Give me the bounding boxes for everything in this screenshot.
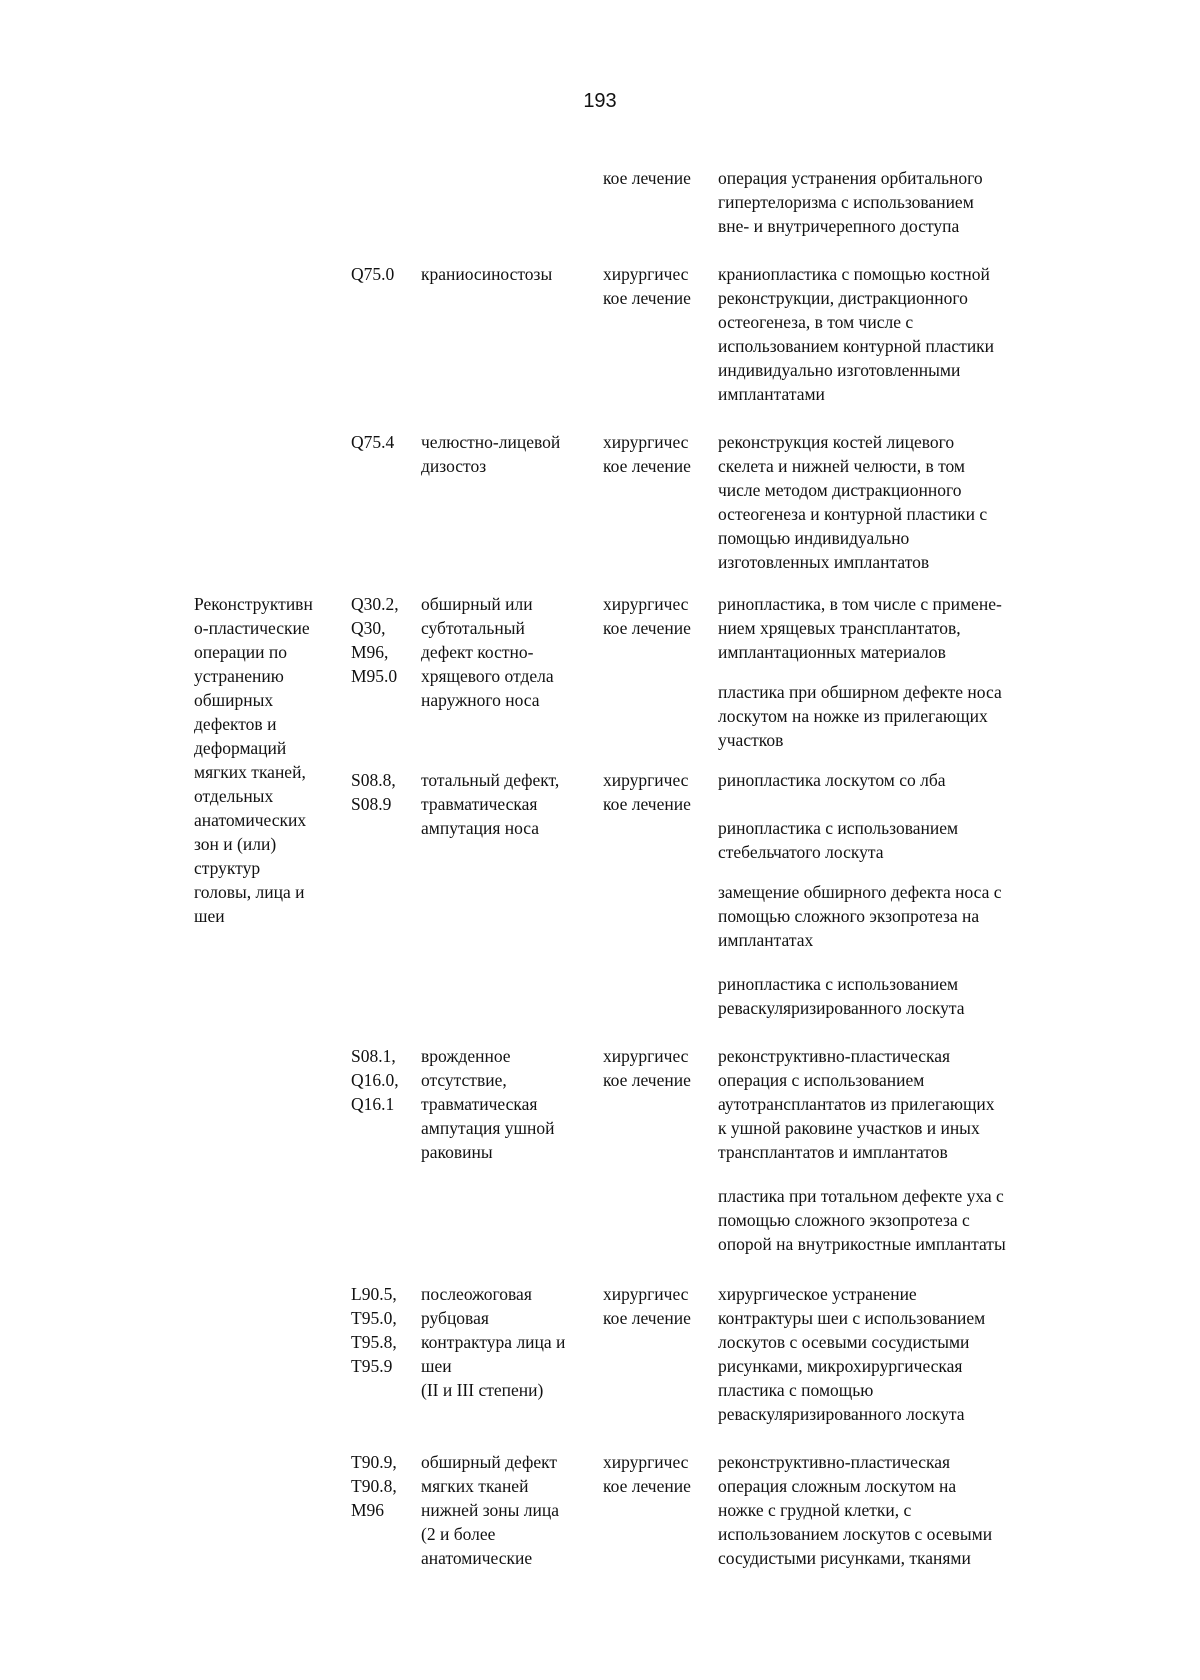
method-text: пластика при тотальном дефекте уха с помощью сложного экзопротеза с опорой на внутрикостные имплантаты <box>718 1186 1006 1254</box>
method-text: реконструкция костей лицевого скелета и нижней челюсти, в том числе методом дистракционного остеогенеза и контурной пластики с помощью индивидуально изготовленных имплантатов <box>718 432 988 572</box>
diagnosis: врожденное отсутствие, травматическая ампутация ушной раковины <box>421 1046 555 1162</box>
treatment-type: хирургичес кое лечение <box>603 264 691 308</box>
method-text: реконструктивно-пластическая операция сложным лоскутом на ножке с грудной клетки, с использованием лоскутов с осевыми сосудистыми рисунками, тканями <box>718 1452 993 1568</box>
section-title: Реконструктивн о-пластические операции по устранению обширных дефектов и деформаций мягких тканей, отдельных анатомических зон и (или) структур головы, лица и шеи <box>194 594 313 926</box>
diagnosis: обширный дефект мягких тканей нижней зоны лица (2 и более анатомические <box>421 1452 559 1568</box>
method-text: ринопластика, в том числе с примене- нием хрящевых трансплантатов, имплантационных материалов <box>718 594 1002 662</box>
icd-code: Q30.2, Q30, M96, M95.0 <box>351 594 399 686</box>
icd-code: L90.5, T95.0, T95.8, T95.9 <box>351 1284 397 1376</box>
method-text: пластика при обширном дефекте носа лоскутом на ножке из прилегающих участков <box>718 682 1002 750</box>
treatment-type: хирургичес кое лечение <box>603 432 691 476</box>
icd-code: T90.9, T90.8, M96 <box>351 1452 397 1520</box>
diagnosis: обширный или субтотальный дефект костно- хрящевого отдела наружного носа <box>421 594 554 710</box>
diagnosis: тотальный дефект, травматическая ампутация носа <box>421 770 560 838</box>
method-text: замещение обширного дефекта носа с помощью сложного экзопротеза на имплантатах <box>718 882 1002 950</box>
icd-code: S08.1, Q16.0, Q16.1 <box>351 1046 399 1114</box>
treatment-type: хирургичес кое лечение <box>603 594 691 638</box>
method-text: хирургическое устранение контрактуры шеи с использованием лоскутов с осевыми сосудистыми рисунками, микрохирургическая пластика с помощью реваскуляризированного лоскута <box>718 1284 986 1424</box>
page-number: 193 <box>583 90 617 112</box>
treatment-type: хирургичес кое лечение <box>603 770 691 814</box>
method-text: ринопластика с использованием стебельчатого лоскута <box>718 818 959 862</box>
method-text: ринопластика с использованием реваскуляризированного лоскута <box>718 974 965 1018</box>
treatment-type: хирургичес кое лечение <box>603 1046 691 1090</box>
method-text: реконструктивно-пластическая операция с использованием аутотрансплантатов из прилегающих к ушной раковине участков и иных трансплантатов и имплантатов <box>718 1046 995 1162</box>
treatment-type: кое лечение <box>603 168 691 188</box>
icd-code: S08.8, S08.9 <box>351 770 396 814</box>
method-text: краниопластика с помощью костной реконструкции, дистракционного остеогенеза, в том числе с использованием контурной пластики индивидуально изготовленными имплантатами <box>718 264 995 404</box>
method-text: ринопластика лоскутом со лба <box>718 770 946 790</box>
diagnosis: краниосиностозы <box>421 264 553 284</box>
diagnosis: послеожоговая рубцовая контрактура лица и шеи (II и III степени) <box>421 1284 566 1400</box>
diagnosis: челюстно-лицевой дизостоз <box>421 432 561 476</box>
treatment-type: хирургичес кое лечение <box>603 1284 691 1328</box>
icd-code: Q75.0 <box>351 264 395 284</box>
method-text: операция устранения орбитального гипертелоризма с использованием вне- и внутричерепного доступа <box>718 168 983 236</box>
treatment-type: хирургичес кое лечение <box>603 1452 691 1496</box>
icd-code: Q75.4 <box>351 432 395 452</box>
